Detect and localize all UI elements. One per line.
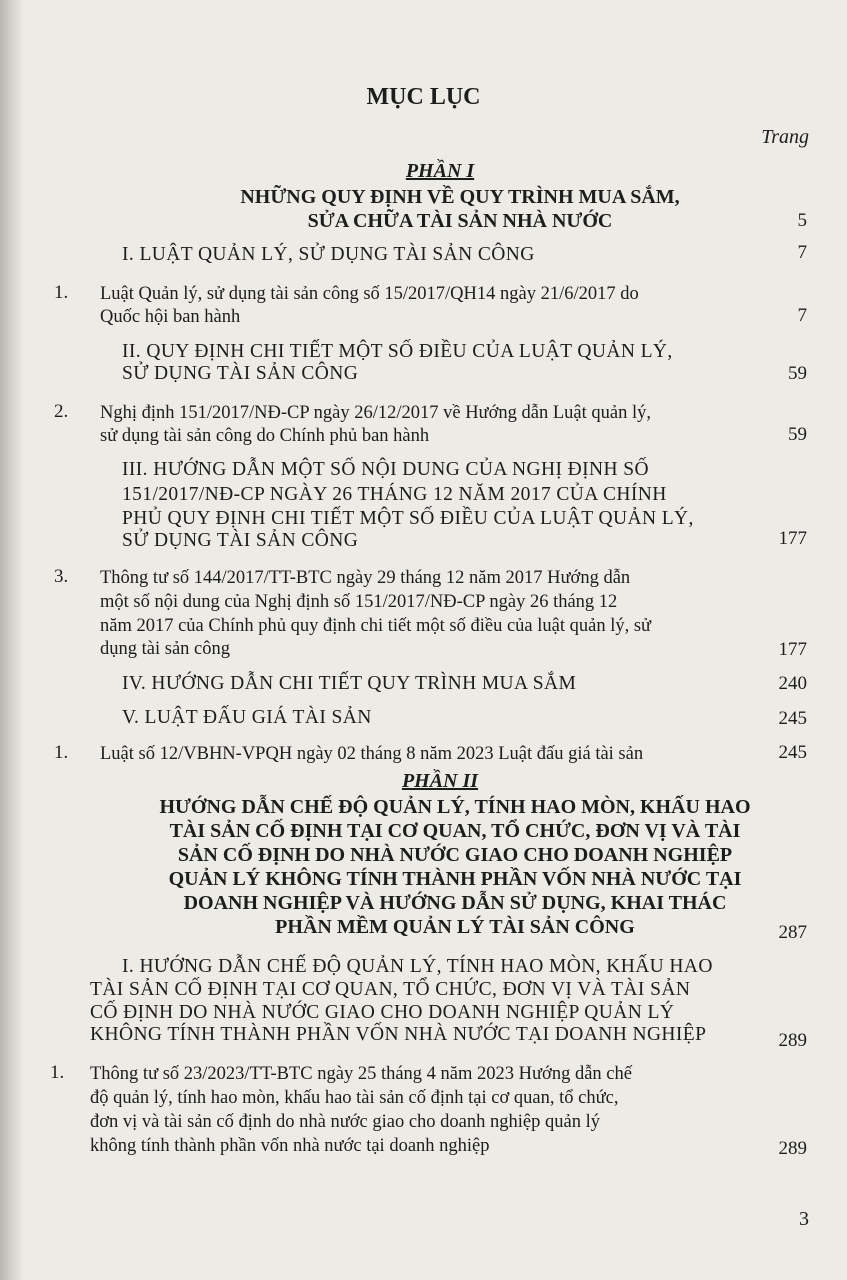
part2-section-1-line-2: TÀI SẢN CỐ ĐỊNH TẠI CƠ QUAN, TỔ CHỨC, ĐƠN VỊ VÀ TÀI SẢN bbox=[90, 979, 691, 1000]
section-4-page: 240 bbox=[778, 673, 807, 694]
part2-title-line-6: PHẦN MỀM QUẢN LÝ TÀI SẢN CÔNG bbox=[275, 916, 635, 938]
item-number: 3. bbox=[54, 566, 69, 587]
section-1-page: 7 bbox=[797, 242, 807, 263]
section-5-line-1: V. LUẬT ĐẤU GIÁ TÀI SẢN bbox=[122, 707, 372, 728]
section-2-line-2: SỬ DỤNG TÀI SẢN CÔNG bbox=[122, 363, 359, 384]
section-5-page: 245 bbox=[778, 708, 807, 729]
part2-section-1-page: 289 bbox=[778, 1030, 807, 1051]
item-number: 1. bbox=[54, 742, 69, 763]
part2-section-1-line-4: KHÔNG TÍNH THÀNH PHẦN VỐN NHÀ NƯỚC TẠI DOANH NGHIỆP bbox=[90, 1024, 707, 1045]
part2-section-1-line-1: I. HƯỚNG DẪN CHẾ ĐỘ QUẢN LÝ, TÍNH HAO MÒN, KHẤU HAO bbox=[122, 956, 713, 977]
section-3-line-1: III. HƯỚNG DẪN MỘT SỐ NỘI DUNG CỦA NGHỊ ĐỊNH SỐ bbox=[122, 459, 650, 480]
part1-title-line-2: SỬA CHỮA TÀI SẢN NHÀ NƯỚC bbox=[307, 210, 613, 232]
item-3-line-4: dụng tài sản công bbox=[100, 639, 230, 659]
section-1-line-1: I. LUẬT QUẢN LÝ, SỬ DỤNG TÀI SẢN CÔNG bbox=[122, 244, 535, 265]
part2-item-1-page: 289 bbox=[778, 1138, 807, 1159]
section-3-line-2: 151/2017/NĐ-CP NGÀY 26 THÁNG 12 NĂM 2017 CỦA CHÍNH bbox=[122, 484, 667, 505]
section-4-line-1: IV. HƯỚNG DẪN CHI TIẾT QUY TRÌNH MUA SẮM bbox=[122, 673, 577, 694]
section-3-page: 177 bbox=[778, 528, 807, 549]
part2-label: PHẦN II bbox=[401, 770, 479, 792]
part2-title-line-1: HƯỚNG DẪN CHẾ ĐỘ QUẢN LÝ, TÍNH HAO MÒN, KHẤU HAO bbox=[159, 796, 751, 818]
item-2-line-1: Nghị định 151/2017/NĐ-CP ngày 26/12/2017 về Hướng dẫn Luật quản lý, bbox=[100, 403, 651, 423]
part2-item-1-line-3: đơn vị và tài sản cố định do nhà nước giao cho doanh nghiệp quản lý bbox=[90, 1112, 600, 1132]
page-column-label: Trang bbox=[761, 126, 809, 148]
part2-item-1-line-1: Thông tư số 23/2023/TT-BTC ngày 25 tháng 4 năm 2023 Hướng dẫn chế bbox=[90, 1064, 632, 1084]
book-spine-shadow bbox=[0, 0, 22, 1280]
section-3-line-3: PHỦ QUY ĐỊNH CHI TIẾT MỘT SỐ ĐIỀU CỦA LUẬT QUẢN LÝ, bbox=[122, 508, 694, 529]
item-5-1-page: 245 bbox=[778, 742, 807, 763]
item-1-line-1: Luật Quản lý, sử dụng tài sản công số 15/2017/QH14 ngày 21/6/2017 do bbox=[100, 284, 639, 304]
part2-item-1-line-2: độ quản lý, tính hao mòn, khấu hao tài sản cố định tại cơ quan, tổ chức, bbox=[90, 1088, 619, 1108]
section-2-page: 59 bbox=[788, 363, 807, 384]
item-3-line-3: năm 2017 của Chính phủ quy định chi tiết một số điều của luật quản lý, sử bbox=[100, 616, 652, 636]
part2-title-line-2: TÀI SẢN CỐ ĐỊNH TẠI CƠ QUAN, TỔ CHỨC, ĐƠN VỊ VÀ TÀI bbox=[169, 820, 741, 842]
item-3-page: 177 bbox=[778, 639, 807, 660]
part1-label: PHẦN I bbox=[405, 160, 475, 182]
item-2-page: 59 bbox=[788, 424, 807, 445]
item-1-page: 7 bbox=[797, 305, 807, 326]
part2-section-1-line-3: CỐ ĐỊNH DO NHÀ NƯỚC GIAO CHO DOANH NGHIỆP QUẢN LÝ bbox=[90, 1002, 675, 1023]
part2-item-1-line-4: không tính thành phần vốn nhà nước tại doanh nghiệp bbox=[90, 1136, 490, 1156]
section-3-line-4: SỬ DỤNG TÀI SẢN CÔNG bbox=[122, 530, 359, 551]
part1-title-line-1: NHỮNG QUY ĐỊNH VỀ QUY TRÌNH MUA SẮM, bbox=[240, 186, 680, 208]
part2-title-line-4: QUẢN LÝ KHÔNG TÍNH THÀNH PHẦN VỐN NHÀ NƯỚC TẠI bbox=[168, 868, 742, 890]
part2-page: 287 bbox=[778, 922, 807, 943]
part1-page: 5 bbox=[797, 210, 807, 231]
item-number: 1. bbox=[54, 282, 69, 303]
part2-title-line-3: SẢN CỐ ĐỊNH DO NHÀ NƯỚC GIAO CHO DOANH NGHIỆP bbox=[177, 844, 733, 866]
section-2-line-1: II. QUY ĐỊNH CHI TIẾT MỘT SỐ ĐIỀU CỦA LUẬT QUẢN LÝ, bbox=[122, 341, 673, 362]
part2-title-line-5: DOANH NGHIỆP VÀ HƯỚNG DẪN SỬ DỤNG, KHAI THÁC bbox=[183, 892, 727, 914]
item-1-line-2: Quốc hội ban hành bbox=[100, 307, 241, 327]
item-5-1-line-1: Luật số 12/VBHN-VPQH ngày 02 tháng 8 năm 2023 Luật đấu giá tài sản bbox=[100, 744, 644, 764]
item-2-line-2: sử dụng tài sản công do Chính phủ ban hành bbox=[100, 426, 430, 446]
page-number: 3 bbox=[799, 1208, 809, 1230]
item-number: 1. bbox=[50, 1062, 65, 1083]
item-3-line-1: Thông tư số 144/2017/TT-BTC ngày 29 tháng 12 năm 2017 Hướng dẫn bbox=[100, 568, 631, 588]
item-number: 2. bbox=[54, 401, 69, 422]
page-title: MỤC LỤC bbox=[366, 84, 481, 110]
item-3-line-2: một số nội dung của Nghị định số 151/2017/NĐ-CP ngày 26 tháng 12 bbox=[100, 592, 618, 612]
